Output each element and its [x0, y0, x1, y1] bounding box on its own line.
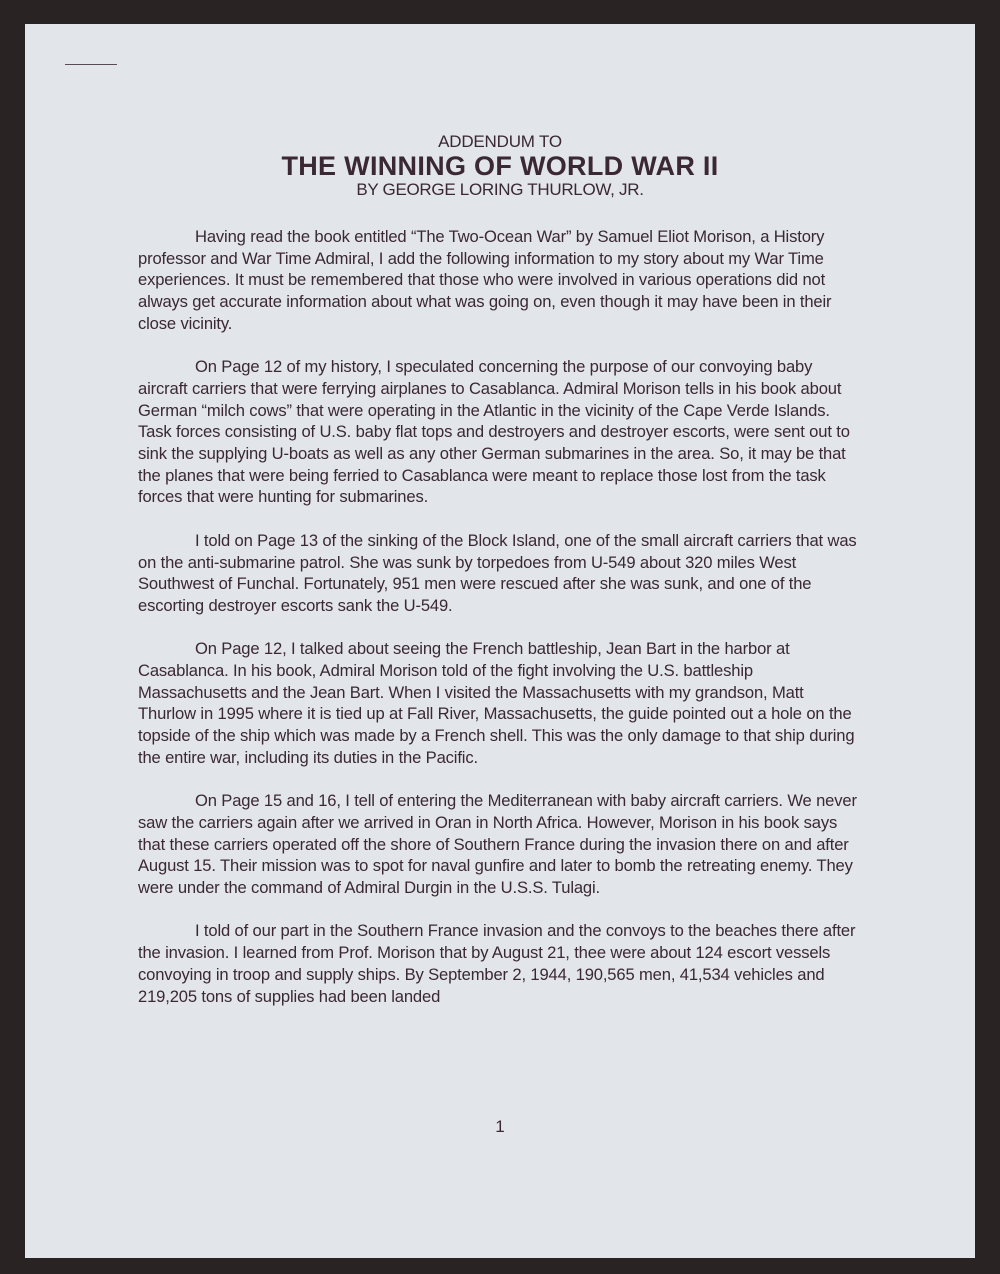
document-header: [25, 132, 975, 200]
pre-title: ADDENDUM TO: [438, 132, 562, 151]
paragraph: I told of our part in the Southern France invasion and the convoys to the beaches there after the invasion. I learned from Prof. Morison that by August 21, thee were about 124 escort vessels convoying in troop and supply ships. By September 2, 1944, 190,565 men, 41,534 vehicles and 219,205 tons of supplies had been landed: [138, 921, 856, 1006]
paragraph: I told on Page 13 of the sinking of the Block Island, one of the small aircraft carriers that was on the anti-submarine patrol. She was sunk by torpedoes from U-549 about 320 miles West Southwest of Funchal. Fortunately, 951 men were rescued after she was sunk, and one of the escorting destroyer escorts sank the U-549.: [138, 530, 857, 615]
corner-mark: [65, 64, 117, 65]
paragraph: On Page 12 of my history, I speculated concerning the purpose of our convoying baby aircraft carriers that were ferrying airplanes to Casablanca. Admiral Morison tells in his book about German “milch cows” that were operating in the Atlantic in the vicinity of the Cape Verde Islands. Task forces consisting of U.S. baby flat tops and destroyers and destroyer escorts, were sent out to sink the supplying U-boats as well as any other German submarines in the area. So, it may be that the planes that were being ferried to Casablanca were meant to replace those lost from the task forces that were hunting for submarines.: [138, 357, 850, 507]
page-number: 1: [495, 1117, 505, 1136]
paragraph: On Page 12, I talked about seeing the French battleship, Jean Bart in the harbor at Casablanca. In his book, Admiral Morison told of the fight involving the U.S. battleship Massachusetts and the Jean Bart. When I visited the Massachusetts with my grandson, Matt Thurlow in 1995 where it is tied up at Fall River, Massachusetts, the guide pointed out a hole on the topside of the ship which was made by a French shell. This was the only damage to that ship during the entire war, including its duties in the Pacific.: [138, 639, 855, 767]
document-title: THE WINNING OF WORLD WAR II: [281, 151, 719, 181]
paragraph: On Page 15 and 16, I tell of entering the Mediterranean with baby aircraft carriers. We never saw the carriers again after we arrived in Oran in North Africa. However, Morison in his book says that these carriers operated off the shore of Southern France during the invasion there on and after August 15. Their mission was to spot for naval gunfire and later to bomb the retreating enemy. They were under the command of Admiral Durgin in the U.S.S. Tulagi.: [138, 791, 857, 898]
byline: BY GEORGE LORING THURLOW, JR.: [356, 180, 644, 199]
document-page: [25, 24, 975, 1258]
document-body: [138, 226, 863, 1029]
paragraph: Having read the book entitled “The Two-Ocean War” by Samuel Eliot Morison, a History professor and War Time Admiral, I add the following information to my story about my War Time experiences. It must be remembered that those who were involved in various operations did not always get accurate information about what was going on, even though it may have been in their close vicinity.: [138, 227, 832, 333]
